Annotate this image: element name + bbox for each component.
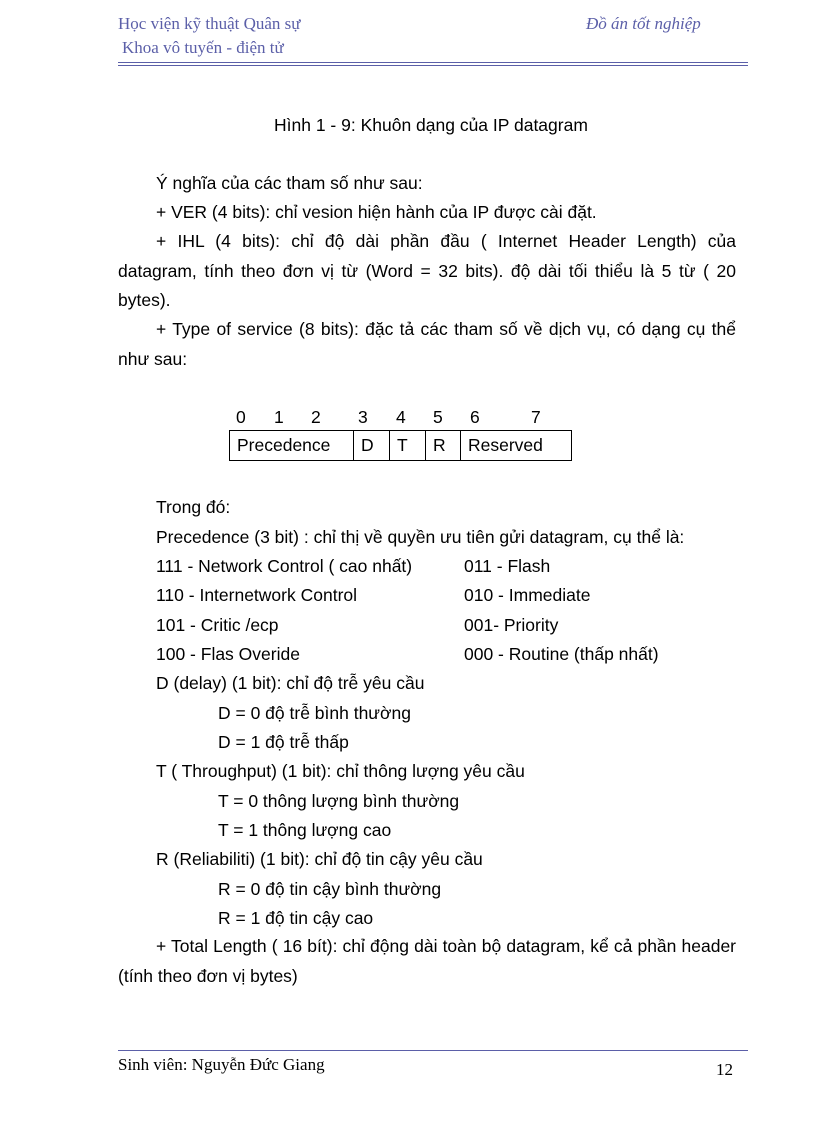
ihl-paragraph — [118, 227, 736, 316]
tos-paragraph — [118, 315, 736, 374]
throughput-value-0: T = 0 thông lượng bình thường — [218, 791, 460, 811]
header-faculty: Khoa vô tuyến - điện tử — [122, 38, 284, 57]
bit-number: 1 — [274, 407, 284, 427]
total-length-paragraph — [118, 932, 736, 991]
bit-number: 3 — [358, 407, 368, 427]
ver-text: + VER (4 bits): chỉ vesion hiện hành của IP được cài đặt. — [156, 202, 597, 222]
footer-student: Sinh viên: Nguyễn Đức Giang — [118, 1055, 325, 1074]
reliability-value-0: R = 0 độ tin cậy bình thường — [218, 879, 442, 899]
figure-caption: Hình 1 - 9: Khuôn dạng của IP datagram — [274, 115, 588, 135]
tos-text: + Type of service (8 bits): đặc tả các tham số về dịch vụ, có dạng cụ thể như sau: — [118, 319, 736, 369]
trong-do-text: Trong đó: — [156, 497, 231, 517]
precedence-value: 100 - Flas Overide — [156, 644, 300, 664]
precedence-value: 000 - Routine (thấp nhất) — [464, 644, 659, 664]
precedence-value: 111 - Network Control ( cao nhất) — [156, 556, 413, 576]
precedence-value: 010 - Immediate — [464, 585, 591, 605]
total-length-text: + Total Length ( 16 bít): chỉ động dài toàn bộ datagram, kể cả phần header (tính theo đơn vị bytes) — [118, 936, 736, 986]
ihl-text: + IHL (4 bits): chỉ độ dài phần đầu ( Internet Header Length) của datagram, tính theo đơn vị từ (Word = 32 bits). độ dài tối thiểu là 5 từ ( 20 bytes). — [118, 231, 736, 310]
header-document-type: Đồ án tốt nghiệp — [586, 14, 701, 33]
precedence-value: 001- Priority — [464, 615, 559, 635]
header-rule — [118, 62, 748, 63]
tos-field-precedence: Precedence — [230, 431, 354, 460]
bit-number: 2 — [311, 407, 321, 427]
delay-value-0: D = 0 độ trễ bình thường — [218, 703, 411, 723]
tos-field-table — [229, 430, 572, 461]
page-number: 12 — [716, 1060, 733, 1079]
header-rule-second — [118, 65, 748, 66]
precedence-value: 101 - Critic /ecp — [156, 615, 279, 635]
precedence-value: 011 - Flash — [464, 556, 551, 576]
bit-number: 6 — [470, 407, 480, 427]
bit-number: 5 — [433, 407, 443, 427]
bit-number: 4 — [396, 407, 406, 427]
delay-title: D (delay) (1 bit): chỉ độ trễ yêu cầu — [156, 673, 425, 693]
throughput-value-1: T = 1 thông lượng cao — [218, 820, 392, 840]
tos-field-throughput: T — [390, 431, 426, 460]
tos-field-delay: D — [354, 431, 390, 460]
bit-number: 0 — [236, 407, 246, 427]
precedence-value: 110 - Internetwork Control — [156, 585, 358, 605]
footer-rule — [118, 1050, 748, 1051]
reliability-title: R (Reliabiliti) (1 bit): chỉ độ tin cậy yêu cầu — [156, 849, 483, 869]
delay-value-1: D = 1 độ trễ thấp — [218, 732, 349, 752]
precedence-description: Precedence (3 bit) : chỉ thị về quyền ưu tiên gửi datagram, cụ thể là: — [156, 527, 685, 547]
bit-number: 7 — [531, 407, 541, 427]
intro-text: Ý nghĩa của các tham số như sau: — [156, 173, 423, 193]
reliability-value-1: R = 1 độ tin cậy cao — [218, 908, 374, 928]
tos-field-reserved: Reserved — [468, 435, 543, 455]
throughput-title: T ( Throughput) (1 bit): chỉ thông lượng yêu cầu — [156, 761, 525, 781]
header-institute: Học viện kỹ thuật Quân sự — [118, 14, 301, 33]
tos-field-reliability: R — [426, 431, 461, 460]
